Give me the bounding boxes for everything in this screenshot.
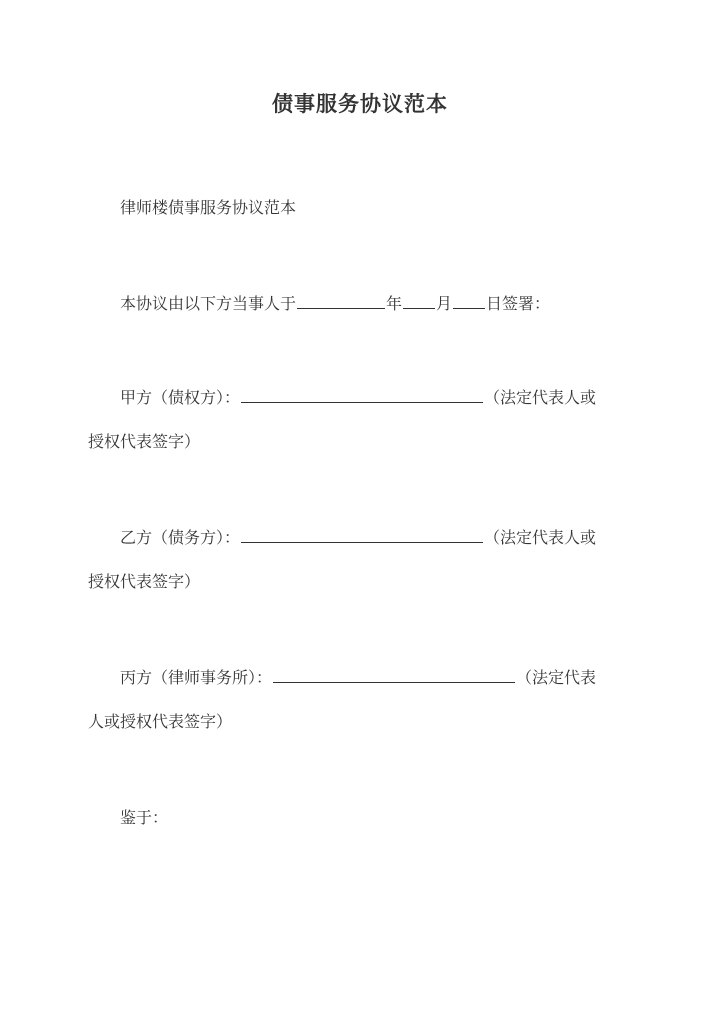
signing-date-line: [120, 292, 550, 316]
document-subtitle: 律师楼债事服务协议范本: [120, 198, 297, 217]
party-a-label: 甲方（债权方）：: [120, 388, 241, 407]
party-c-line: [120, 666, 596, 690]
month-label: 月: [436, 294, 453, 313]
year-blank: [297, 294, 385, 309]
year-label: 年: [386, 294, 403, 313]
party-a-continuation: 授权代表签字）: [88, 432, 201, 451]
party-a-line: [120, 386, 596, 410]
signing-intro-text: 本协议由以下方当事人于: [120, 294, 297, 313]
day-blank: [453, 294, 485, 309]
party-b-suffix: （法定代表人或: [484, 528, 597, 547]
party-b-label: 乙方（债务方）：: [120, 528, 241, 547]
month-blank: [403, 294, 435, 309]
party-c-signature-blank: [273, 668, 515, 683]
party-a-suffix: （法定代表人或: [484, 388, 597, 407]
party-b-signature-blank: [241, 528, 483, 543]
party-c-suffix: （法定代表: [516, 668, 597, 687]
party-c-label: 丙方（律师事务所）：: [120, 668, 273, 687]
document-title: 债事服务协议范本: [272, 91, 448, 116]
party-c-continuation: 人或授权代表签字）: [88, 712, 233, 731]
party-b-continuation: 授权代表签字）: [88, 572, 201, 591]
whereas-heading: 鉴于：: [120, 808, 169, 827]
party-b-line: [120, 526, 596, 550]
party-a-signature-blank: [241, 388, 483, 403]
day-sign-label: 日签署：: [486, 294, 551, 313]
